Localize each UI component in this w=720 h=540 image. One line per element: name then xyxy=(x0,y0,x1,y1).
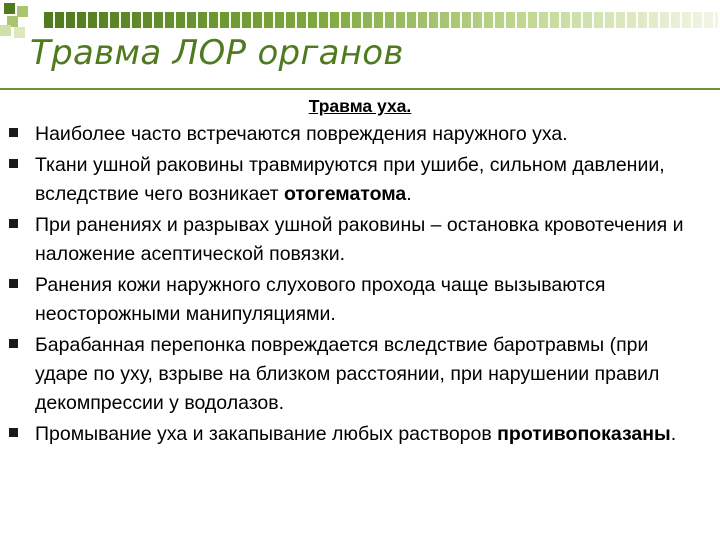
square-bullet-icon xyxy=(9,428,18,437)
bullet-text: Ткани ушной раковины травмируются при ушибе, сильном давлении, вследствие чего возникает xyxy=(35,154,665,205)
header-gradient-band xyxy=(44,12,718,28)
section-heading: Травма уха. xyxy=(308,96,412,116)
bullet-list xyxy=(6,120,706,451)
decor-square xyxy=(17,6,28,17)
bullet-text: Ранения кожи наружного слухового прохода чаще вызываются неосторожными манипуляциями. xyxy=(35,274,606,325)
decor-square xyxy=(4,3,15,14)
bullet-text-end: . xyxy=(406,183,412,205)
bullet-text-end: . xyxy=(670,423,677,445)
bullet-emphasis: отогематома xyxy=(283,183,407,205)
bullet-text: Промывание уха и закапывание любых растворов xyxy=(35,423,498,445)
slide-title: Травма ЛОР органов xyxy=(30,33,404,73)
list-item xyxy=(6,331,706,418)
decor-square xyxy=(14,27,25,38)
square-bullet-icon xyxy=(9,128,18,137)
decor-square xyxy=(0,25,11,36)
list-item xyxy=(6,120,706,149)
bullet-text: Наиболее часто встречаются повреждения наружного уха. xyxy=(35,123,568,145)
square-bullet-icon xyxy=(9,339,18,348)
bullet-text: Барабанная перепонка повреждается вследствие баротравмы (при ударе по уху, взрыве на близком расстоянии, при нарушении правил декомпрессии у водолазов. xyxy=(35,334,660,414)
bullet-emphasis: противопоказаны xyxy=(497,423,671,445)
title-divider xyxy=(0,88,720,90)
list-item xyxy=(6,211,706,269)
list-item xyxy=(6,271,706,329)
bullet-text: При ранениях и разрывах ушной раковины – остановка кровотечения и наложение асептической повязки. xyxy=(35,214,684,265)
list-item xyxy=(6,151,706,209)
list-item xyxy=(6,420,706,449)
square-bullet-icon xyxy=(9,159,18,168)
square-bullet-icon xyxy=(9,279,18,288)
square-bullet-icon xyxy=(9,219,18,228)
